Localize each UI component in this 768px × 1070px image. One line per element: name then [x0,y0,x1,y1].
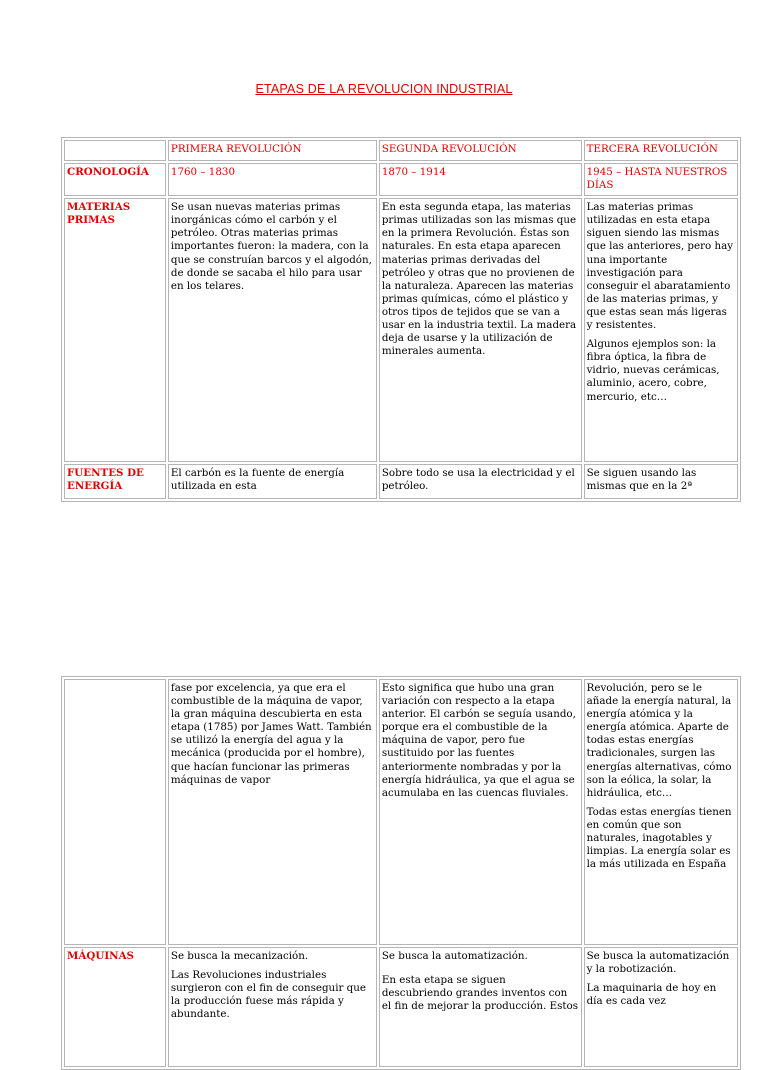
cell-materias-tercera [584,198,738,462]
table-row-maquinas [64,947,738,1067]
maquinas-tercera-extra: La maquinaria de hoy en día es cada vez [586,982,717,1008]
row-label-empty [64,679,166,945]
header-cell-empty [64,140,166,161]
header-primera: PRIMERA REVOLUCIÓN [168,140,377,161]
row-label-materias-primas: MATERIAS PRIMAS [64,198,166,462]
revolutions-table-part-2 [61,676,741,1070]
cell-energia-primera: El carbón es la fuente de energía utilizada en esta [168,464,377,499]
table-row-materias-primas [64,198,738,462]
table-row-fuentes-energia [64,464,738,499]
materias-tercera-ejemplos: Algunos ejemplos son: la fibra óptica, la fibra de vidrio, nuevas cerámicas, aluminio, acero, cobre, mercurio, etc… [586,338,720,403]
row-label-cronologia: CRONOLOGÍA [64,163,166,196]
cell-energia-segunda-cont: Esto significa que hubo una gran variación con respecto a la etapa anterior. El carbón se seguía usando, porque era el combustible de la máquina de vapor, pero fue sustituido por las fuentes anteriormente nombradas y por la energía hidráulica, ya que el agua se acumulaba en las cuencas fluviales. [379,679,582,945]
table-header-row [64,140,738,161]
energia-tercera-extra: Todas estas energías tienen en común que son naturales, inagotables y limpias. La energía solar es la más utilizada en España [586,805,732,871]
header-segunda: SEGUNDA REVOLUCIÓN [379,140,582,161]
table-row-fuentes-energia-cont [64,679,738,945]
header-tercera: TERCERA REVOLUCIÓN [584,140,738,161]
row-label-fuentes-energia: FUENTES DE ENERGÍA [64,464,166,499]
cell-cronologia-tercera: 1945 – HASTA NUESTROS DÍAS [584,163,738,196]
cell-materias-segunda: En esta segunda etapa, las materias primas utilizadas son las mismas que en la primera Revolución. Éstas son naturales. En esta etapa aparecen materias primas derivadas del petróleo y otras que no provienen de la naturaleza. Aparecen las materias primas químicas, cómo el plástico y otros tipos de tejidos que se van a usar en la industria textil. La madera deja de usarse y la utilización de minerales aumenta. [379,198,582,462]
row-label-maquinas: MÁQUINAS [64,947,166,1067]
maquinas-segunda-extra: En esta etapa se siguen descubriendo grandes inventos con el fin de mejorar la producción. Estos [381,974,578,1013]
document-title: ETAPAS DE LA REVOLUCION INDUSTRIAL [255,82,513,96]
cell-energia-tercera-cont [584,679,738,945]
cell-cronologia-primera: 1760 – 1830 [168,163,377,196]
maquinas-tercera-text: Se busca la automatización y la robotización. [586,950,730,976]
revolutions-table-part-1 [61,137,741,502]
cell-maquinas-segunda [379,947,582,1067]
cell-maquinas-primera [168,947,377,1067]
maquinas-segunda-text: Se busca la automatización. [381,950,528,962]
cell-maquinas-tercera [584,947,738,1067]
cell-energia-primera-cont: fase por excelencia, ya que era el combustible de la máquina de vapor, la gran máquina descubierta en esta etapa (1785) por James Watt. También se utilizó la energía del agua y la mecánica (producida por el hombre), que hacían funcionar las primeras máquinas de vapor [168,679,377,945]
cell-cronologia-segunda: 1870 – 1914 [379,163,582,196]
cell-materias-primera: Se usan nuevas materias primas inorgánicas cómo el carbón y el petróleo. Otras materias primas importantes fueron: la madera, con la que se construían barcos y el algodón, de donde se sacaba el hilo para usar en los telares. [168,198,377,462]
cell-energia-tercera: Se siguen usando las mismas que en la 2ª [584,464,738,499]
energia-tercera-text: Revolución, pero se le añade la energía natural, la energía atómica y la energía atómica. Aparte de todas estas energías tradicionales, surgen las energías alternativas, cómo son la eólica, la solar, la hidráulica, etc… [586,682,732,799]
maquinas-primera-extra: Las Revoluciones industriales surgieron con el fin de conseguir que la producción fuese más rápida y abundante. [170,969,366,1021]
table-row-cronologia [64,163,738,196]
cell-energia-segunda: Sobre todo se usa la electricidad y el petróleo. [379,464,582,499]
maquinas-primera-text: Se busca la mecanización. [170,950,309,962]
materias-tercera-text: Las materias primas utilizadas en esta etapa siguen siendo las mismas que las anteriores, pero hay una importante investigación para conseguir el abaratamiento de las materias primas, y que estas sean más ligeras y resistentes. [586,201,734,332]
